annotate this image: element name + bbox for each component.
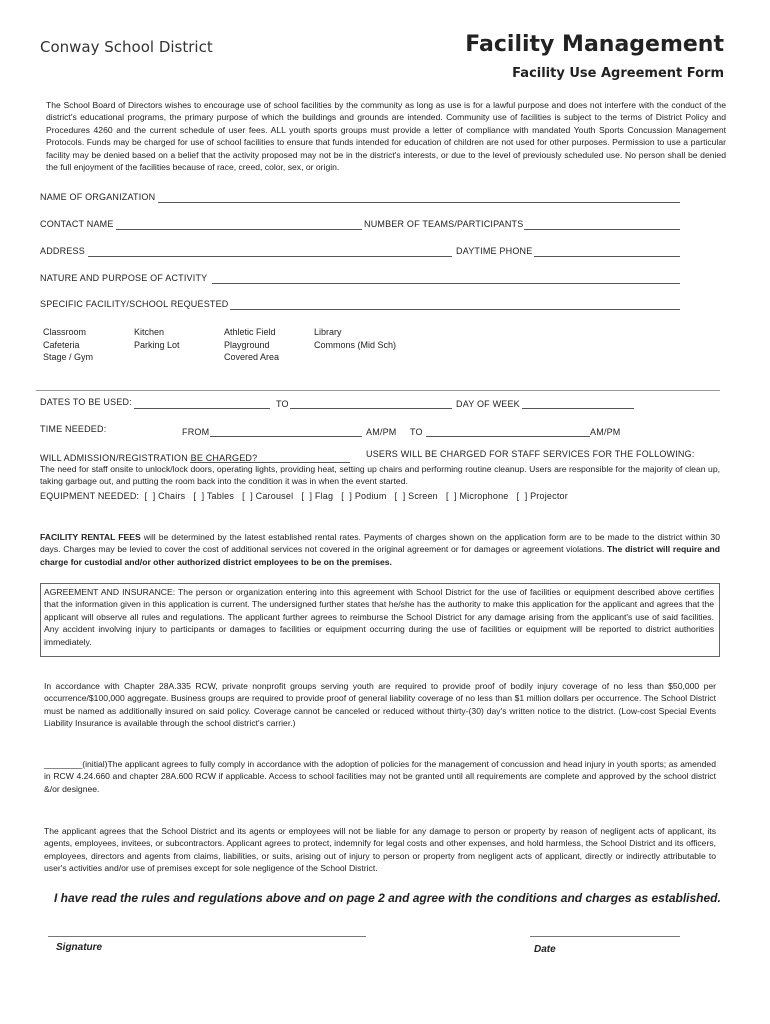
organization-field[interactable]: [158, 202, 680, 203]
insurance-paragraph: In accordance with Chapter 28A.335 RCW, private nonprofit groups serving youth are required to provide proof of bodily injury coverage of no less than $50,000 per occurrence/$100,000 aggregate. Business groups are required to provide proof of general liability coverage of no less than $1 million dollars per occurrence. The School District must be named as additionally insured on said policy. Coverage cannot be canceled or reduced without thirty-(30) day's written notice to the district. (Low-cost Special Events Liability Insurance is available through the school district's carrier.): [44, 681, 716, 729]
agreement-paragraph: AGREEMENT AND INSURANCE: The person or organization entering into this agreement with School District for the use of facilities or equipment described above certifies that the information given in this application is current. The undersigned further states that he/she has the authority to make this application for the applicant and agrees that the applicant will observe all rules and regulations. The applicant further agrees to reimburse the School District for any damage arising from the applicant's use of said facilities. Any accident involving injury to participants or damages to facilities or equipment occurring during the use of facilities or equipment will be reported to district authorities immediately.: [44, 587, 714, 647]
signature-line[interactable]: [48, 936, 366, 937]
specific-facility-label: SPECIFIC FACILITY/SCHOOL REQUESTED: [40, 299, 229, 309]
equipment-row: EQUIPMENT NEEDED: [ ] Chairs [ ] Tables [ ] Carousel [ ] Flag [ ] Podium [ ] Screen [ ] Microphone [ ] Projector: [40, 491, 568, 501]
facility-option[interactable]: Cafeteria: [43, 339, 80, 350]
contact-field[interactable]: [116, 229, 362, 230]
start-date-field[interactable]: [134, 408, 270, 409]
daytime-phone-label: DAYTIME PHONE: [456, 246, 533, 256]
date-label: Date: [534, 944, 556, 955]
equipment-option[interactable]: Projector: [530, 491, 568, 501]
to-time-field[interactable]: [426, 436, 590, 437]
equipment-option[interactable]: Carousel: [255, 491, 294, 501]
facility-column-1: [43, 326, 93, 364]
equipment-option[interactable]: Screen: [408, 491, 438, 501]
district-name: Conway School District: [40, 38, 213, 56]
from-time-field[interactable]: [210, 436, 362, 437]
equipment-option[interactable]: Flag: [314, 491, 334, 501]
equipment-option[interactable]: Tables: [206, 491, 235, 501]
address-label: ADDRESS: [40, 246, 85, 256]
facility-column-2: [134, 326, 180, 351]
facility-column-3: [224, 326, 279, 364]
teams-label: NUMBER OF TEAMS/PARTICIPANTS: [364, 219, 524, 229]
address-field[interactable]: [88, 256, 452, 257]
nature-label: NATURE AND PURPOSE OF ACTIVITY: [40, 273, 208, 283]
liability-paragraph: The applicant agrees that the School District and its agents or employees will not be liable for any damage to person or property by reason of negligent acts of applicant, its agents, employees, invitees, or subcontractors. Applicant agrees to protect, indemnify for legal costs and other expenses, and hold harmless, the School District and its officers, employees, directors and agents from claims, liabilities, or suits, arising out of injury to person or property from negligent acts of applicant, directly or indirectly attributable to user's activities and/or use of premises except for sole negligence of the School District.: [44, 826, 716, 874]
signature-label: Signature: [56, 942, 103, 953]
page-title: Facility Management: [465, 32, 724, 57]
facility-option[interactable]: Athletic Field: [224, 327, 276, 337]
facility-option[interactable]: Classroom: [43, 327, 87, 337]
equipment-option[interactable]: Chairs: [158, 491, 186, 501]
time-needed-label: TIME NEEDED:: [40, 424, 107, 434]
equipment-option[interactable]: Microphone: [459, 491, 509, 501]
staff-services-heading: USERS WILL BE CHARGED FOR STAFF SERVICES FOR THE FOLLOWING:: [366, 449, 695, 459]
specific-facility-field[interactable]: [230, 309, 680, 310]
contact-label: CONTACT NAME: [40, 219, 114, 229]
day-of-week-field[interactable]: [522, 408, 634, 409]
organization-label: NAME OF ORGANIZATION: [40, 192, 156, 202]
to-ampm-label: AM/PM: [590, 427, 621, 437]
facility-option[interactable]: Commons (Mid Sch): [314, 339, 397, 350]
admission-question: WILL ADMISSION/REGISTRATION BE CHARGED?: [40, 453, 258, 463]
facility-option[interactable]: Parking Lot: [134, 339, 180, 350]
equipment-option[interactable]: Podium: [354, 491, 387, 501]
rental-fees-heading: FACILITY RENTAL FEES: [40, 532, 141, 542]
date-line[interactable]: [530, 936, 680, 937]
dates-label: DATES TO BE USED:: [40, 397, 132, 407]
from-label: FROM: [182, 427, 210, 437]
from-ampm-label: AM/PM: [366, 427, 397, 437]
equipment-label: EQUIPMENT NEEDED:: [40, 491, 140, 501]
facility-option[interactable]: Kitchen: [134, 327, 165, 337]
facility-option[interactable]: Stage / Gym: [43, 352, 94, 362]
daytime-phone-field[interactable]: [534, 256, 680, 257]
facility-option[interactable]: Playground: [224, 339, 270, 350]
nature-field[interactable]: [212, 283, 680, 284]
facility-option[interactable]: Library: [314, 327, 342, 337]
rental-fees-paragraph: [40, 531, 720, 568]
intro-paragraph: The School Board of Directors wishes to encourage use of school facilities by the community as long as use is for a lawful purpose and does not interfere with the conduct of the district's educational programs, the primary purpose of which the buildings and grounds are intended. Community use of facilities is subject to the terms of District Policy and Procedures 4260 and the current schedule of user fees. ALL youth sports groups must provide a letter of compliance with mandated Youth Sports Concussion Management Protocols. Funds may be charged for use of school facilities to ensure that funds intended for education of children are not used for other purposes. Permission to use a particular facility may be denied based on a belief that the activity proposed may not be in the district's interests, or due to the level of previously scheduled use. No person shall be denied the full enjoyment of the facilities because of race, creed, color, sex, or origin.: [46, 100, 726, 173]
facility-column-4: [314, 326, 396, 351]
acknowledgement-statement: I have read the rules and regulations above and on page 2 and agree with the conditions and charges as established.: [54, 891, 721, 905]
day-of-week-label: DAY OF WEEK: [456, 399, 520, 409]
rental-fees-custodial: The district will require and charge for custodial and/or other authorized district employees to be on the premises.: [40, 544, 720, 567]
concussion-paragraph: ________(initial)The applicant agrees to fully comply in accordance with the adoption of policies for the management of concussion and head injury in youth sports; as amended in RCW 4.24.660 and chapter 28A.600 RCW if applicable. Access to school facilities may not be granted until all requirements are complete and approved by the school district &/or designee.: [44, 759, 716, 794]
staff-services-text: The need for staff onsite to unlock/lock doors, operating lights, providing heat, setting up chairs and performing routine cleanup. Users are responsible for the majority of clean up, taking garbage out, and putting the room back into the condition it was in when the event started.: [40, 464, 720, 487]
form-subtitle: Facility Use Agreement Form: [512, 66, 724, 81]
facility-option[interactable]: Covered Area: [224, 352, 280, 362]
to-label: TO: [276, 399, 289, 409]
end-date-field[interactable]: [290, 408, 452, 409]
rental-fees-text: will be determined by the latest established rental rates. Payments of charges shown on the application form are to be made to the district within 30 days. Charges may be levied to cover the cost of additional services not covered in the original agreement or for damages or agreement violations.: [40, 532, 720, 555]
teams-field[interactable]: [524, 229, 680, 230]
to-time-label: TO: [410, 427, 423, 437]
